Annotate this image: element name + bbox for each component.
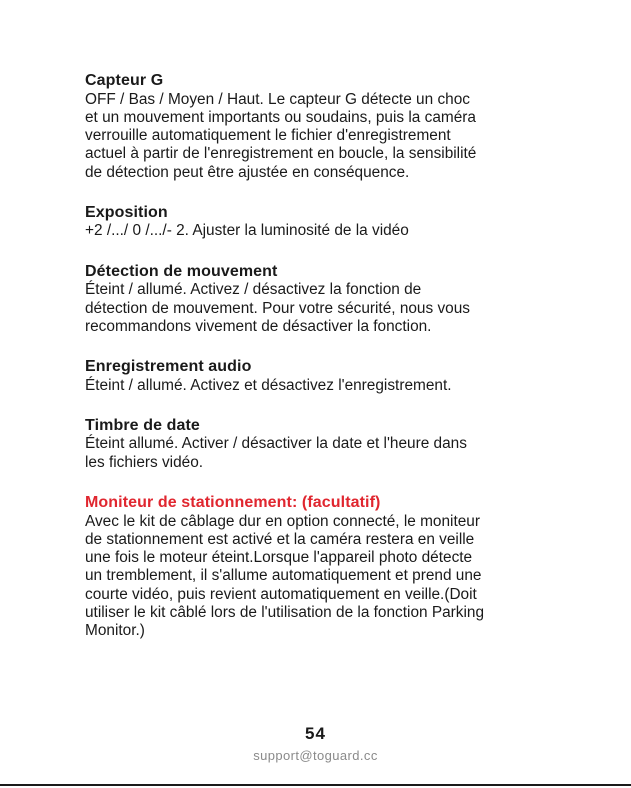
support-email: support@toguard.cc: [253, 748, 378, 763]
section-body: Éteint allumé. Activer / désactiver la date et l'heure dans les fichiers vidéo.: [85, 435, 467, 471]
section-title: Détection de mouvement: [85, 262, 278, 280]
section-title: Timbre de date: [85, 416, 200, 434]
section-body: Éteint / allumé. Activez / désactivez la fonction de détection de mouvement. Pour votre sécurité, nous vous recommandons vivement de désactiver la fonction.: [85, 281, 470, 335]
section-body: Éteint / allumé. Activez et désactivez l'enregistrement.: [85, 376, 452, 394]
section-enregistrement-audio: [85, 358, 575, 395]
section-capteur-g: [85, 72, 575, 182]
section-timbre-de-date: [85, 417, 575, 472]
page-number: 54: [305, 724, 326, 743]
section-title-accent: Moniteur de stationnement: (facultatif): [85, 494, 381, 512]
section-detection-mouvement: [85, 263, 575, 336]
section-body: OFF / Bas / Moyen / Haut. Le capteur G détecte un choc et un mouvement importants ou soudains, puis la caméra verrouille automatiquement le fichier d'enregistrement actuel à partir de l'enregistrement en boucle, la sensibilité de détection peut être ajustée en conséquence.: [85, 90, 477, 181]
section-title: Enregistrement audio: [85, 358, 252, 376]
page-bottom-rule: [0, 784, 631, 786]
section-title: Exposition: [85, 203, 168, 221]
section-body: Avec le kit de câblage dur en option connecté, le moniteur de stationnement est activé et la caméra restera en veille une fois le moteur éteint.Lorsque l'appareil photo détecte un tremblement, il s'allume automatiquement et prend une courte vidéo, puis revient automatiquement en veille.(Doit utiliser le kit câblé lors de l'utilisation de la fonction Parking Monitor.): [85, 512, 485, 640]
section-title: Capteur G: [85, 72, 164, 89]
manual-page-content: [85, 72, 575, 663]
section-body: +2 /.../ 0 /.../- 2. Ajuster la luminosité de la vidéo: [85, 222, 409, 240]
section-exposition: [85, 204, 575, 241]
section-moniteur-stationnement: [85, 494, 575, 641]
